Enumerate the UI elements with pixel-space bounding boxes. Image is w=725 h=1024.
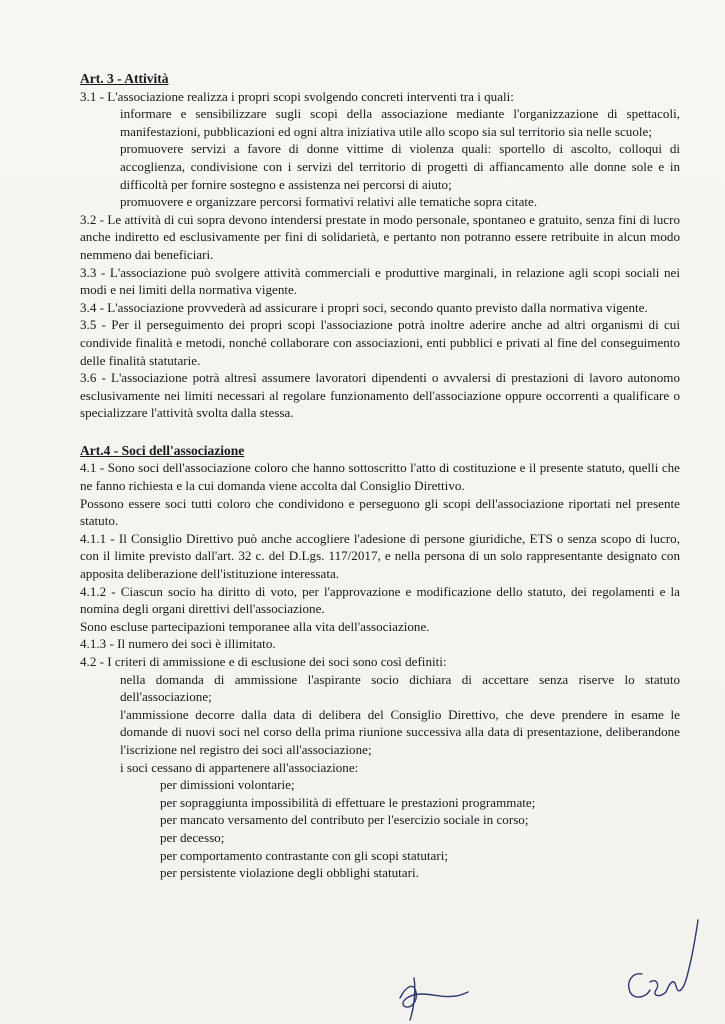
paragraph-4-1-2-b: Sono escluse partecipazioni temporanee alla vita dell'associazione. bbox=[80, 618, 430, 634]
list-item: per decesso; bbox=[160, 829, 225, 845]
art3-heading: Art. 3 - Attività bbox=[80, 71, 169, 86]
paragraph-3-2: 3.2 - Le attività di cui sopra devono intendersi prestate in modo personale, spontaneo e gratuito, senza fini di lucro anche indiretto ed esclusivamente per fini di solidarietà, e pertanto non potranno essere retribuite in alcun modo nemmeno dai beneficiari. bbox=[80, 211, 680, 262]
list-item: per persistente violazione degli obblighi statutari. bbox=[160, 865, 419, 881]
list-item: nella domanda di ammissione l'aspirante socio dichiara di accettare senza riserve lo statuto dell'associazione; bbox=[120, 671, 680, 705]
paragraph-3-1: 3.1 - L'associazione realizza i propri scopi svolgendo concreti interventi tra i quali: bbox=[80, 88, 514, 104]
list-item: promuovere e organizzare percorsi formativi relativi alle tematiche sopra citate. bbox=[120, 194, 538, 210]
list-item: per comportamento contrastante con gli scopi statutari; bbox=[160, 847, 448, 863]
paragraph-4-1-2: 4.1.2 - Ciascun socio ha diritto di voto, per l'approvazione e modificazione dello statuto, dei regolamenti e la nomina degli organi direttivi dell'associazione. bbox=[80, 583, 680, 617]
list-item: per sopraggiunta impossibilità di effettuare le prestazioni programmate; bbox=[160, 794, 536, 810]
list-item: promuovere servizi a favore di donne vittime di violenza quali: sportello di ascolto, colloqui di accoglienza, condivisione con i servizi del territorio di progetti di affiancamento alle donne sole e in difficoltà per fornire sostegno e assistenza nei percorsi di aiuto; bbox=[120, 141, 680, 192]
list-item: per mancato versamento del contributo per l'esercizio sociale in corso; bbox=[160, 812, 529, 828]
paragraph-4-1-1: 4.1.1 - Il Consiglio Direttivo può anche accogliere l'adesione di persone giuridiche, ETS o senza scopo di lucro, con il limite previsto dall'art. 32 c. del D.Lgs. 117/2017, e nella persona di un solo rappresentante designato con apposita deliberazione dell'istituzione interessata. bbox=[80, 530, 680, 582]
paragraph-3-4: 3.4 - L'associazione provvederà ad assicurare i propri soci, secondo quanto previsto dalla normativa vigente. bbox=[80, 299, 648, 315]
list-item: l'ammissione decorre dalla data di delibera del Consiglio Direttivo, che deve prendere in esame le domande di nuovi soci nel corso della prima riunione successiva alla data di presentazione, deliberandone l'iscrizione nel registro dei soci all'associazione; bbox=[120, 706, 680, 757]
list-item: i soci cessano di appartenere all'associazione: bbox=[120, 759, 359, 775]
list-item: informare e sensibilizzare sugli scopi della associazione mediante l'organizzazione di spettacoli, manifestazioni, pubblicazioni ed ogni altra iniziativa utile allo scopo sia sul territorio sia nelle scuole; bbox=[120, 106, 680, 139]
paragraph-3-6: 3.6 - L'associazione potrà altresì assumere lavoratori dipendenti o avvalersi di prestazioni di lavoro autonomo esclusivamente nei limiti necessari al regolare funzionamento dell'associazione oppure occorrenti a qualificare o specializzare l'attività svolta dalla stessa. bbox=[80, 370, 680, 421]
paragraph-4-2: 4.2 - I criteri di ammissione e di esclusione dei soci sono così definiti: bbox=[80, 654, 447, 669]
document-body bbox=[80, 70, 680, 882]
paragraph-4-1-3: 4.1.3 - Il numero dei soci è illimitato. bbox=[80, 636, 276, 652]
list-item: per dimissioni volontarie; bbox=[160, 777, 295, 793]
paragraph-4-1: 4.1 - Sono soci dell'associazione coloro che hanno sottoscritto l'atto di costituzione e il presente statuto, quelli che ne fanno richiesta e la cui domanda viene accolta dal Consiglio Direttivo. bbox=[80, 460, 680, 494]
art4-heading: Art.4 - Soci dell'associazione bbox=[80, 442, 245, 458]
paragraph-3-3: 3.3 - L'associazione può svolgere attività commerciali e produttive marginali, in relazione agli scopi sociali nei modi e nei limiti della normativa vigente. bbox=[80, 264, 680, 298]
paragraph-4-1-b: Possono essere soci tutti coloro che condividono e perseguono gli scopi dell'associazione riportati nel presente statuto. bbox=[80, 495, 680, 529]
signature-left bbox=[392, 968, 472, 1022]
paragraph-3-5: 3.5 - Per il perseguimento dei propri scopi l'associazione potrà inoltre aderire anche ad altri organismi di cui condivide finalità e metodi, nonché collaborare con associazioni, enti pubblici e privati al fine del conseguimento delle finalità statutarie. bbox=[80, 317, 680, 368]
signature-right bbox=[612, 912, 712, 1012]
